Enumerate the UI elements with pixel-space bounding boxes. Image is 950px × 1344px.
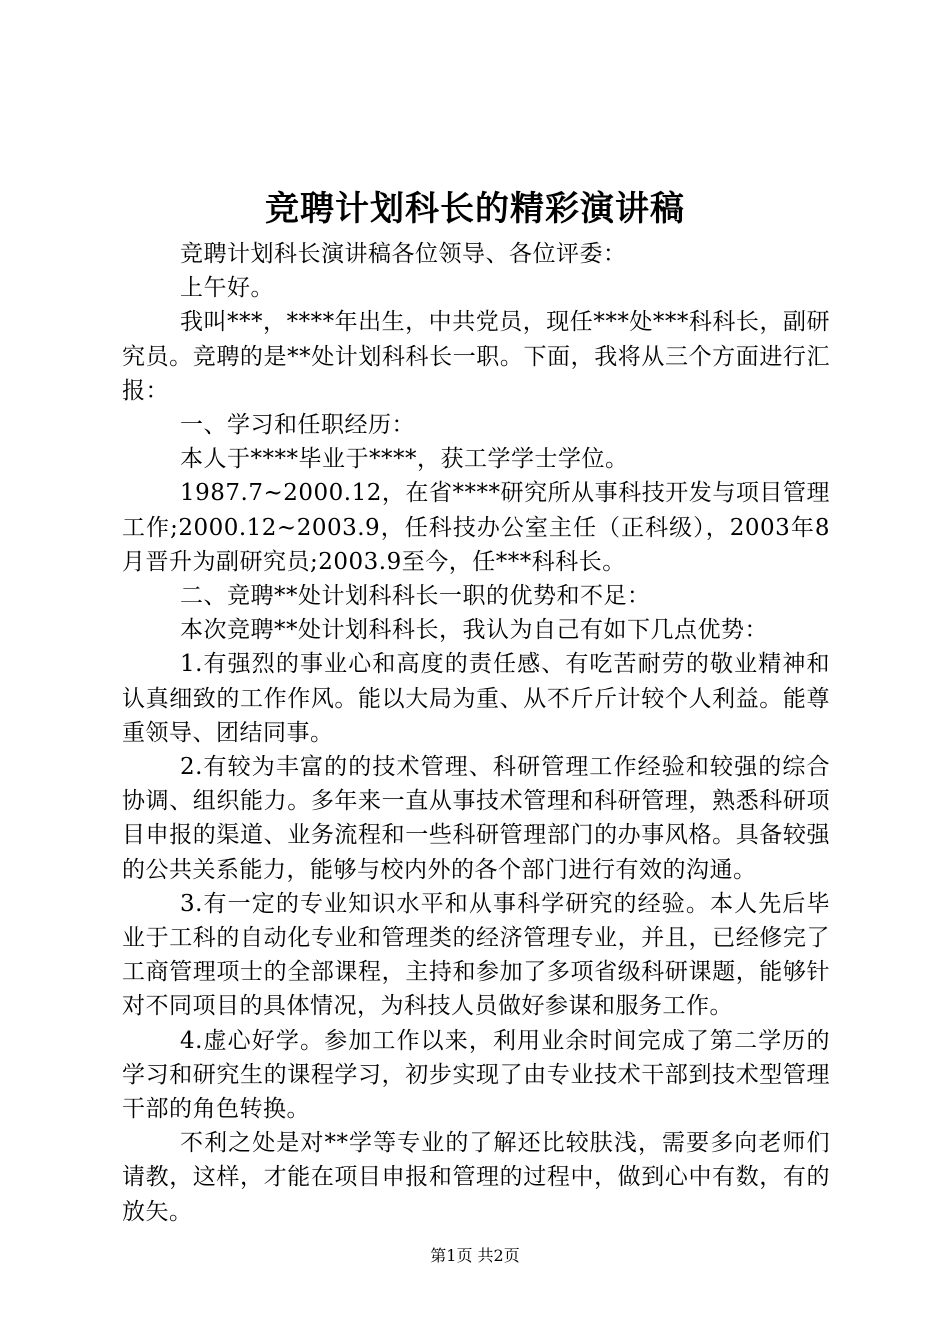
paragraph: 我叫***，****年出生，中共党员，现任***处***科科长，副研究员。竞聘的是**处计划科科长一职。下面，我将从三个方面进行汇报： xyxy=(122,309,830,404)
document-body xyxy=(122,237,830,1229)
paragraph: 3.有一定的专业知识水平和从事科学研究的经验。本人先后毕业于工科的自动化专业和管理类的经济管理专业，并且，已经修完了工商管理项士的全部课程，主持和参加了多项省级科研课题，能够针对不同项目的具体情况，为科技人员做好参谋和服务工作。 xyxy=(122,890,830,1020)
paragraph: 竞聘计划科长演讲稿各位领导、各位评委： xyxy=(180,241,627,267)
paragraph: 本次竞聘**处计划科科长，我认为自己有如下几点优势： xyxy=(180,617,768,644)
paragraph: 2.有较为丰富的的技术管理、科研管理工作经验和较强的综合协调、组织能力。多年来一直从事技术管理和科研管理，熟悉科研项目申报的渠道、业务流程和一些科研管理部门的办事风格。具备较强的公共关系能力，能够与校内外的各个部门进行有效的沟通。 xyxy=(122,754,830,883)
paragraph: 1.有强烈的事业心和高度的责任感、有吃苦耐劳的敬业精神和认真细致的工作作风。能以大局为重、从不斤斤计较个人利益。能尊重领导、团结同事。 xyxy=(122,651,830,746)
page-footer: 第1页 共2页 xyxy=(430,1246,520,1265)
paragraph: 不利之处是对**学等专业的了解还比较肤浅，需要多向老师们请教，这样，才能在项目申报和管理的过程中，做到心中有数，有的放矢。 xyxy=(122,1130,830,1225)
paragraph: 本人于****毕业于****，获工学学士学位。 xyxy=(180,446,629,473)
paragraph: 二、竞聘**处计划科科长一职的优势和不足： xyxy=(180,583,651,610)
document-title: 竞聘计划科长的精彩演讲稿 xyxy=(265,189,685,229)
paragraph: 一、学习和任职经历： xyxy=(180,412,415,439)
paragraph: 上午好。 xyxy=(180,275,274,302)
paragraph: 1987.7~2000.12，在省****研究所从事科技开发与项目管理工作;2000.12~2003.9，任科技办公室主任（正科级），2003年8月晋升为副研究员;2003.9至今，任***科科长。 xyxy=(122,480,830,575)
paragraph: 4.虚心好学。参加工作以来，利用业余时间完成了第二学历的学习和研究生的课程学习，初步实现了由专业技术干部到技术型管理干部的角色转换。 xyxy=(122,1027,830,1123)
